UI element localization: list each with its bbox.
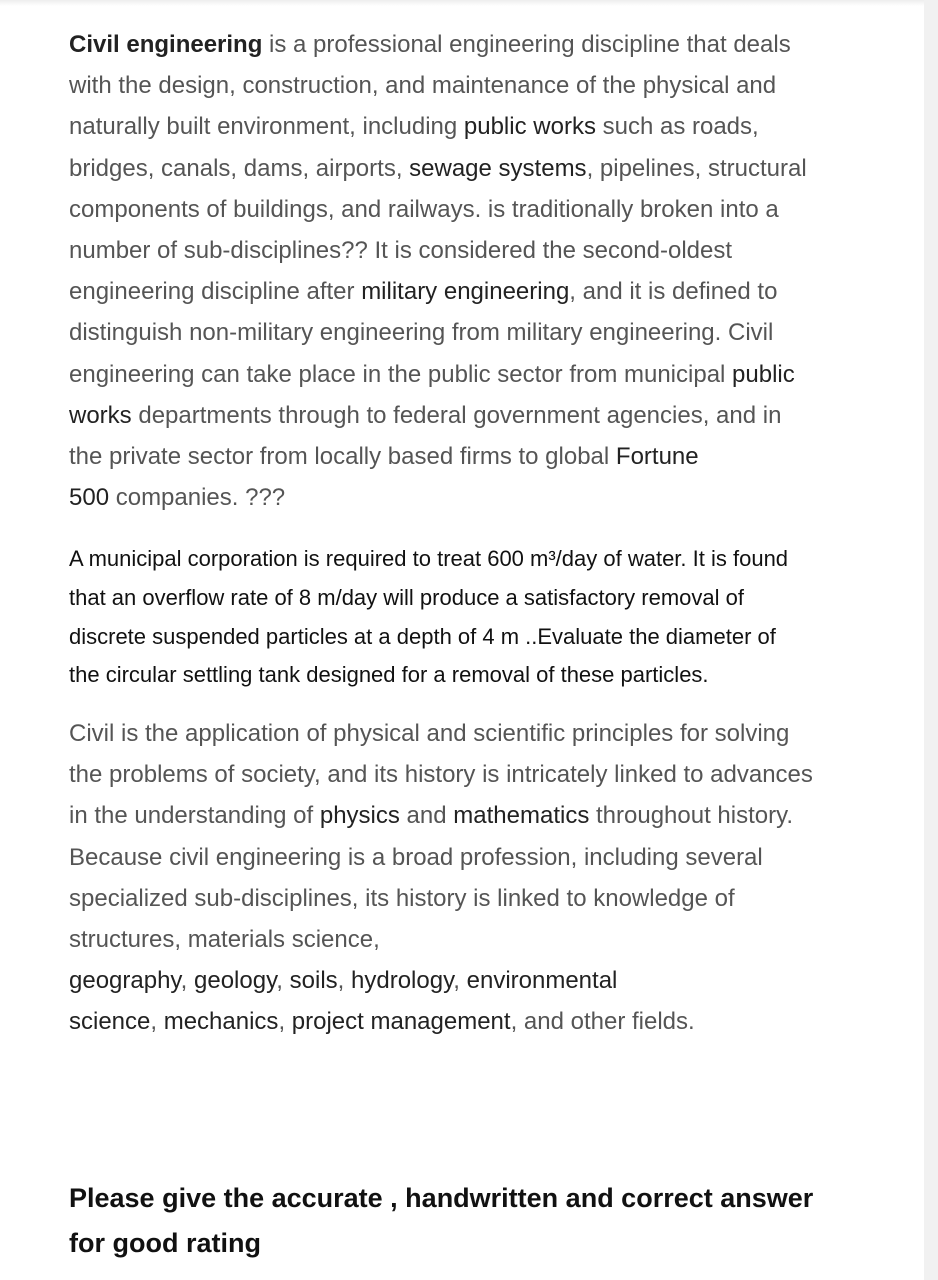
paragraph-line — [69, 230, 869, 271]
text-span: with the design, construction, and maintenance of the physical and — [69, 72, 777, 100]
text-span: , pipelines, structural — [586, 154, 807, 182]
top-shadow — [0, 0, 924, 6]
term-civil-engineering: Civil engineering — [69, 31, 263, 58]
text-span: Because civil engineering is a broad profession, including several — [69, 843, 763, 871]
paragraph-line — [69, 271, 869, 312]
text-span: structures, materials science, — [69, 926, 380, 954]
text-span: bridges, canals, dams, airports, — [69, 154, 410, 182]
paragraph-line — [69, 795, 879, 836]
paragraph-line — [69, 436, 869, 477]
text-span: the problems of society, and its history is intricately linked to advances — [69, 761, 813, 789]
paragraph-line — [69, 312, 869, 353]
text-span: engineering can take place in the public sector from municipal — [69, 360, 733, 388]
link-project-management[interactable]: project management — [291, 1008, 511, 1036]
answer-request — [69, 1176, 889, 1266]
page-edge — [924, 0, 938, 1280]
text-span: departments through to federal government agencies, and in — [131, 401, 782, 429]
link-mathematics[interactable]: mathematics — [453, 802, 590, 830]
link-environmental-science-cont[interactable]: science — [69, 1008, 151, 1036]
intro-paragraph — [69, 24, 869, 518]
question-line: discrete suspended particles at a depth of 4 m ..Evaluate the diameter of — [69, 623, 776, 649]
text-span: engineering discipline after — [69, 278, 362, 306]
paragraph-line — [69, 106, 869, 147]
paragraph-line — [69, 919, 879, 960]
text-span: naturally built environment, including — [69, 113, 464, 141]
paragraph-line — [69, 395, 869, 436]
request-line: for good rating — [69, 1228, 261, 1258]
question-line: A municipal corporation is required to treat 600 m³/day of water. It is found — [69, 546, 789, 571]
link-physics[interactable]: physics — [319, 802, 400, 830]
text-span: such as roads, — [595, 113, 759, 141]
paragraph-line — [69, 878, 879, 919]
history-paragraph — [69, 713, 879, 1043]
link-hydrology[interactable]: hydrology — [351, 967, 454, 995]
link-military-engineering[interactable]: military engineering — [361, 278, 570, 306]
text-span: , — [276, 967, 290, 995]
question-line: that an overflow rate of 8 m/day will produce a satisfactory removal of — [69, 584, 744, 610]
text-span: the private sector from locally based firms to global — [69, 443, 616, 471]
link-fortune-500-cont[interactable]: 500 — [69, 484, 110, 512]
text-span: components of buildings, and railways. is traditionally broken into a — [69, 195, 779, 223]
text-span: number of sub-disciplines?? It is considered the second-oldest — [69, 237, 733, 265]
text-span: and — [399, 802, 454, 830]
link-sewage-systems[interactable]: sewage systems — [409, 154, 587, 182]
link-geography[interactable]: geography — [69, 967, 181, 995]
text-span: , — [150, 1008, 164, 1036]
text-span: is a professional engineering discipline that deals — [262, 31, 791, 58]
request-line: Please give the accurate , handwritten and correct answer — [69, 1183, 814, 1213]
paragraph-line — [69, 1001, 879, 1042]
question-text — [69, 540, 869, 695]
text-span: , — [453, 967, 467, 995]
text-span: , — [180, 967, 194, 995]
link-public-works-dept-cont[interactable]: works — [69, 401, 132, 429]
question-line: the circular settling tank designed for a removal of these particles. — [69, 662, 709, 688]
text-span: throughout history. — [589, 802, 793, 830]
link-mechanics[interactable]: mechanics — [163, 1008, 279, 1036]
paragraph-line — [69, 148, 869, 189]
text-span: , — [278, 1008, 292, 1036]
text-span: , — [337, 967, 351, 995]
paragraph-line — [69, 189, 869, 230]
link-soils[interactable]: soils — [289, 967, 338, 995]
paragraph-line — [69, 837, 879, 878]
link-public-works[interactable]: public works — [463, 113, 596, 141]
paragraph-line — [69, 477, 869, 518]
paragraph-line — [69, 65, 869, 106]
text-span: , and other fields. — [510, 1008, 695, 1036]
paragraph-line — [69, 713, 879, 754]
paragraph-line — [69, 960, 879, 1001]
text-span: specialized sub-disciplines, its history is linked to knowledge of — [69, 884, 735, 912]
text-span: , and it is defined to — [569, 278, 778, 306]
link-environmental-science[interactable]: environmental — [466, 967, 618, 995]
paragraph-line — [69, 754, 879, 795]
text-span: in the understanding of — [69, 802, 320, 830]
paragraph-line — [69, 354, 869, 395]
paragraph-line — [69, 24, 869, 65]
link-fortune-500[interactable]: Fortune — [615, 443, 699, 471]
link-geology[interactable]: geology — [194, 967, 277, 995]
text-span: companies. ??? — [109, 484, 286, 512]
link-public-works-dept[interactable]: public — [732, 360, 795, 388]
text-span: distinguish non-military engineering from military engineering. Civil — [69, 319, 774, 347]
text-span: Civil is the application of physical and scientific principles for solving — [69, 720, 790, 747]
